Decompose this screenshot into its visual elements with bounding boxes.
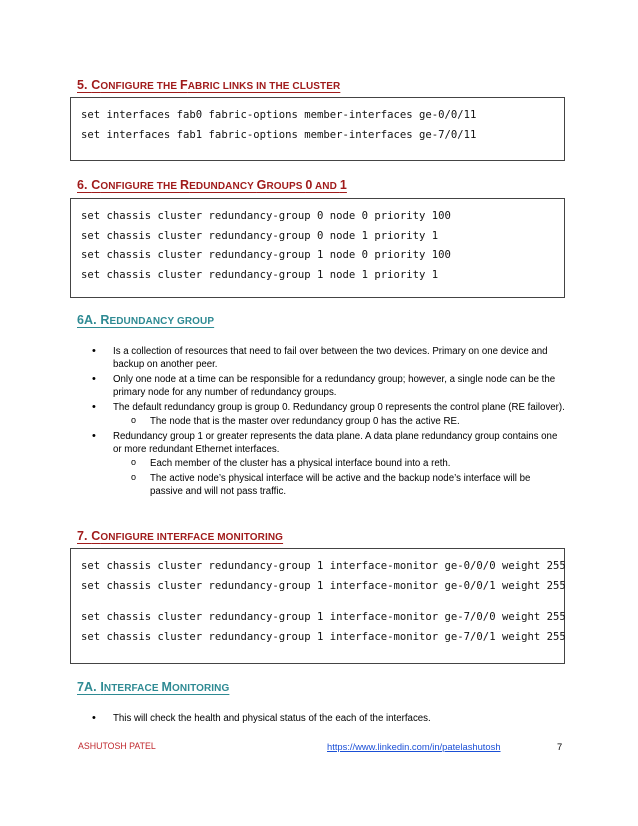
heading-redundancy-group: 6A. REDUNDANCY GROUP: [77, 313, 215, 327]
list-item: • Only one node at a time can be responsible for a redundancy group; however, a single node can be the primary node for any number of redundancy groups.: [90, 373, 565, 399]
code-line: set chassis cluster redundancy-group 1 interface-monitor ge-7/0/1 weight 255: [81, 630, 566, 643]
code-line: set chassis cluster redundancy-group 1 node 1 priority 1: [81, 268, 439, 281]
code-line: set interfaces fab0 fabric-options member-interfaces ge-0/0/11: [81, 109, 477, 121]
interface-monitoring-bullet-list: [90, 712, 565, 727]
heading-configure-redundancy-groups: 6. CONFIGURE THE REDUNDANCY GROUPS 0 AND 1: [77, 178, 347, 192]
sub-list-item: o The node that is the master over redundancy group 0 has the active RE.: [113, 415, 565, 428]
heading-configure-interface-monitoring: 7. CONFIGURE INTERFACE MONITORING: [77, 529, 284, 543]
list-item: • Redundancy group 1 or greater represents the data plane. A data plane redundancy group contains one or more redundant Ethernet interfaces. o Each member of the cluster has a physical interface bound into a reth. o The active node’s physical interface will be active and the backup node’s interface will be passive and will not pass traffic.: [90, 430, 565, 498]
code-line: set chassis cluster redundancy-group 0 node 1 priority 1: [81, 229, 439, 242]
code-line: set chassis cluster redundancy-group 1 node 0 priority 100: [81, 249, 451, 261]
code-block-fabric-links: [70, 97, 565, 161]
code-blank-line: [81, 596, 564, 608]
sub-list-item: o Each member of the cluster has a physical interface bound into a reth.: [113, 457, 565, 470]
footer-author: ASHUTOSH PATEL: [78, 741, 156, 751]
list-item: • Is a collection of resources that need to fail over between the two devices. Primary on one device and backup on another peer.: [90, 345, 565, 371]
code-block-redundancy-groups: [70, 198, 565, 298]
code-line: set interfaces fab1 fabric-options member-interfaces ge-7/0/11: [81, 128, 477, 141]
code-block-interface-monitoring: [70, 548, 565, 664]
code-line: set chassis cluster redundancy-group 1 interface-monitor ge-0/0/0 weight 255: [81, 560, 566, 572]
redundancy-group-bullet-list: [90, 345, 565, 500]
page-number: 7: [557, 741, 563, 752]
sub-bullet-list: [113, 457, 565, 498]
sub-bullet-list: [113, 415, 565, 428]
list-item: • This will check the health and physical status of the each of the interfaces.: [90, 712, 565, 725]
code-line: set chassis cluster redundancy-group 1 interface-monitor ge-7/0/0 weight 255: [81, 611, 566, 623]
footer-linkedin-link[interactable]: https://www.linkedin.com/in/patelashutosh: [327, 741, 501, 752]
code-line: set chassis cluster redundancy-group 1 interface-monitor ge-0/0/1 weight 255: [81, 579, 566, 592]
heading-interface-monitoring: 7A. INTERFACE MONITORING: [77, 680, 230, 694]
list-item: • The default redundancy group is group 0. Redundancy group 0 represents the control plane (RE failover). o The node that is the master over redundancy group 0 has the active RE.: [90, 401, 565, 428]
code-line: set chassis cluster redundancy-group 0 node 0 priority 100: [81, 210, 451, 222]
heading-configure-fabric-links: 5. CONFIGURE THE FABRIC LINKS IN THE CLUSTER: [77, 78, 341, 92]
sub-list-item: o The active node’s physical interface will be active and the backup node’s interface will be passive and will not pass traffic.: [113, 472, 565, 498]
